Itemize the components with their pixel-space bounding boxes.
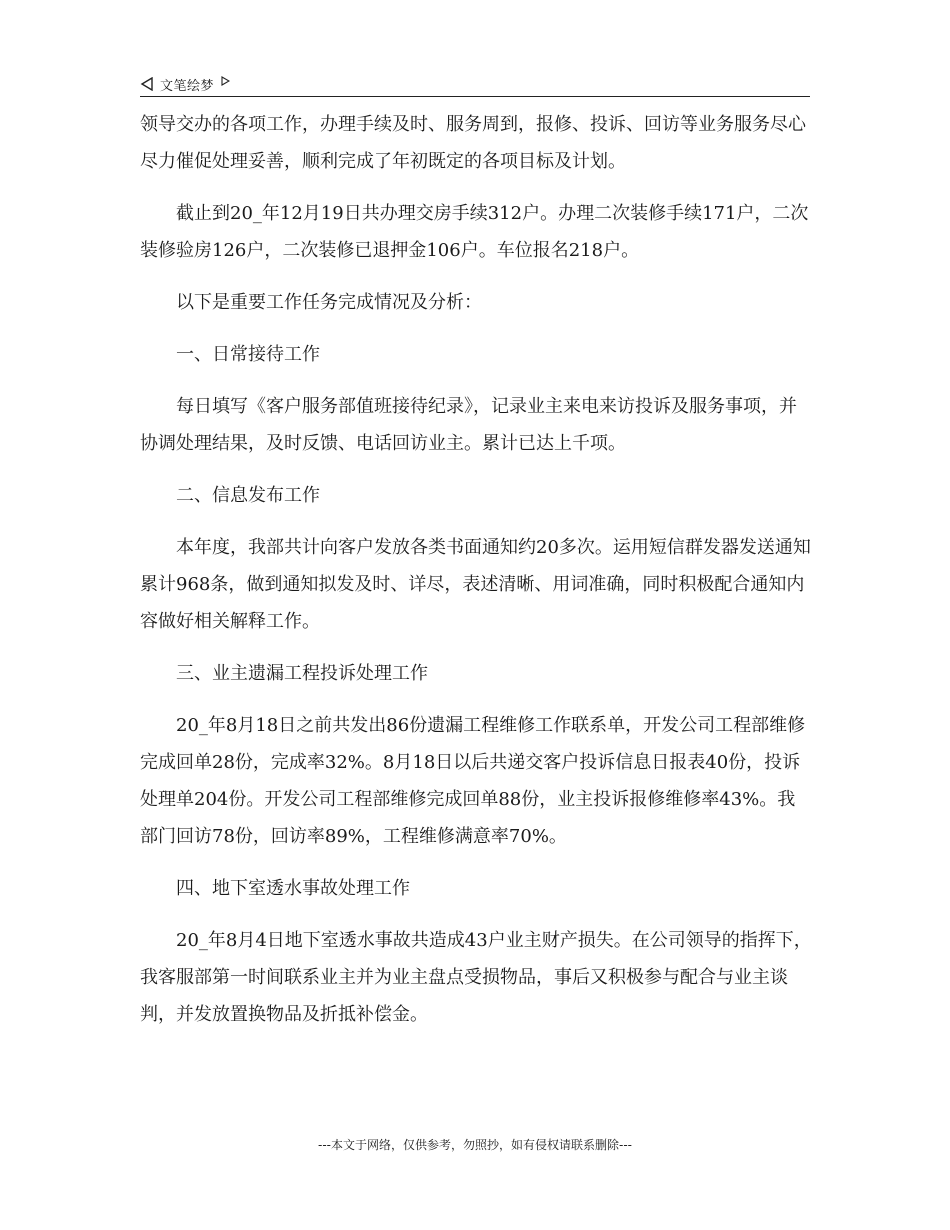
paragraph: 20_年8月4日地下室透水事故共造成43户业主财产损失。在公司领导的指挥下，我客服部第一时间联系业主并为业主盘点受损物品，事后又积极参与配合与业主谈判，并发放置换物品及折抵补偿金。 <box>140 930 812 1025</box>
paragraph: 20_年8月18日之前共发出86份遗漏工程维修工作联系单，开发公司工程部维修完成回单28份，完成率32%。8月18日以后共递交客户投诉信息日报表40份，投诉处理单204份。开发公司工程部维修完成回单88份，业主投诉报修维修率43%。我部门回访78份，回访率89%，工程维修满意率70%。 <box>140 715 806 847</box>
paragraph: 本年度，我部共计向客户发放各类书面通知约20多次。运用短信群发器发送通知累计968条，做到通知拟发及时、详尽，表述清晰、用词准确，同时积极配合通知内容做好相关解释工作。 <box>140 537 811 632</box>
section-heading: 三、业主遗漏工程投诉处理工作 <box>176 663 428 684</box>
document-header <box>140 72 810 97</box>
footer-disclaimer: ---本文于网络，仅供参考，勿照抄，如有侵权请联系删除--- <box>318 1138 632 1152</box>
paragraph: 截止到20_年12月19日共办理交房手续312户。办理二次装修手续171户，二次装修验房126户，二次装修已退押金106户。车位报名218户。 <box>140 203 809 261</box>
paragraph: 每日填写《客户服务部值班接待纪录》，记录业主来电来访投诉及服务事项，并协调处理结果，及时反馈、电话回访业主。累计已达上千项。 <box>140 396 797 454</box>
triangle-left-icon <box>140 77 154 91</box>
section-heading: 四、地下室透水事故处理工作 <box>176 878 410 899</box>
section-heading: 二、信息发布工作 <box>176 485 320 506</box>
paragraph: 以下是重要工作任务完成情况及分析： <box>176 292 482 313</box>
header-brand: 文笔绘梦 <box>160 78 215 94</box>
section-heading: 一、日常接待工作 <box>176 344 320 365</box>
paragraph: 领导交办的各项工作，办理手续及时、服务周到，报修、投诉、回访等业务服务尽心尽力催促处理妥善，顺利完成了年初既定的各项目标及计划。 <box>140 114 806 172</box>
triangle-right-icon <box>221 76 230 86</box>
document-body <box>140 106 812 1048</box>
